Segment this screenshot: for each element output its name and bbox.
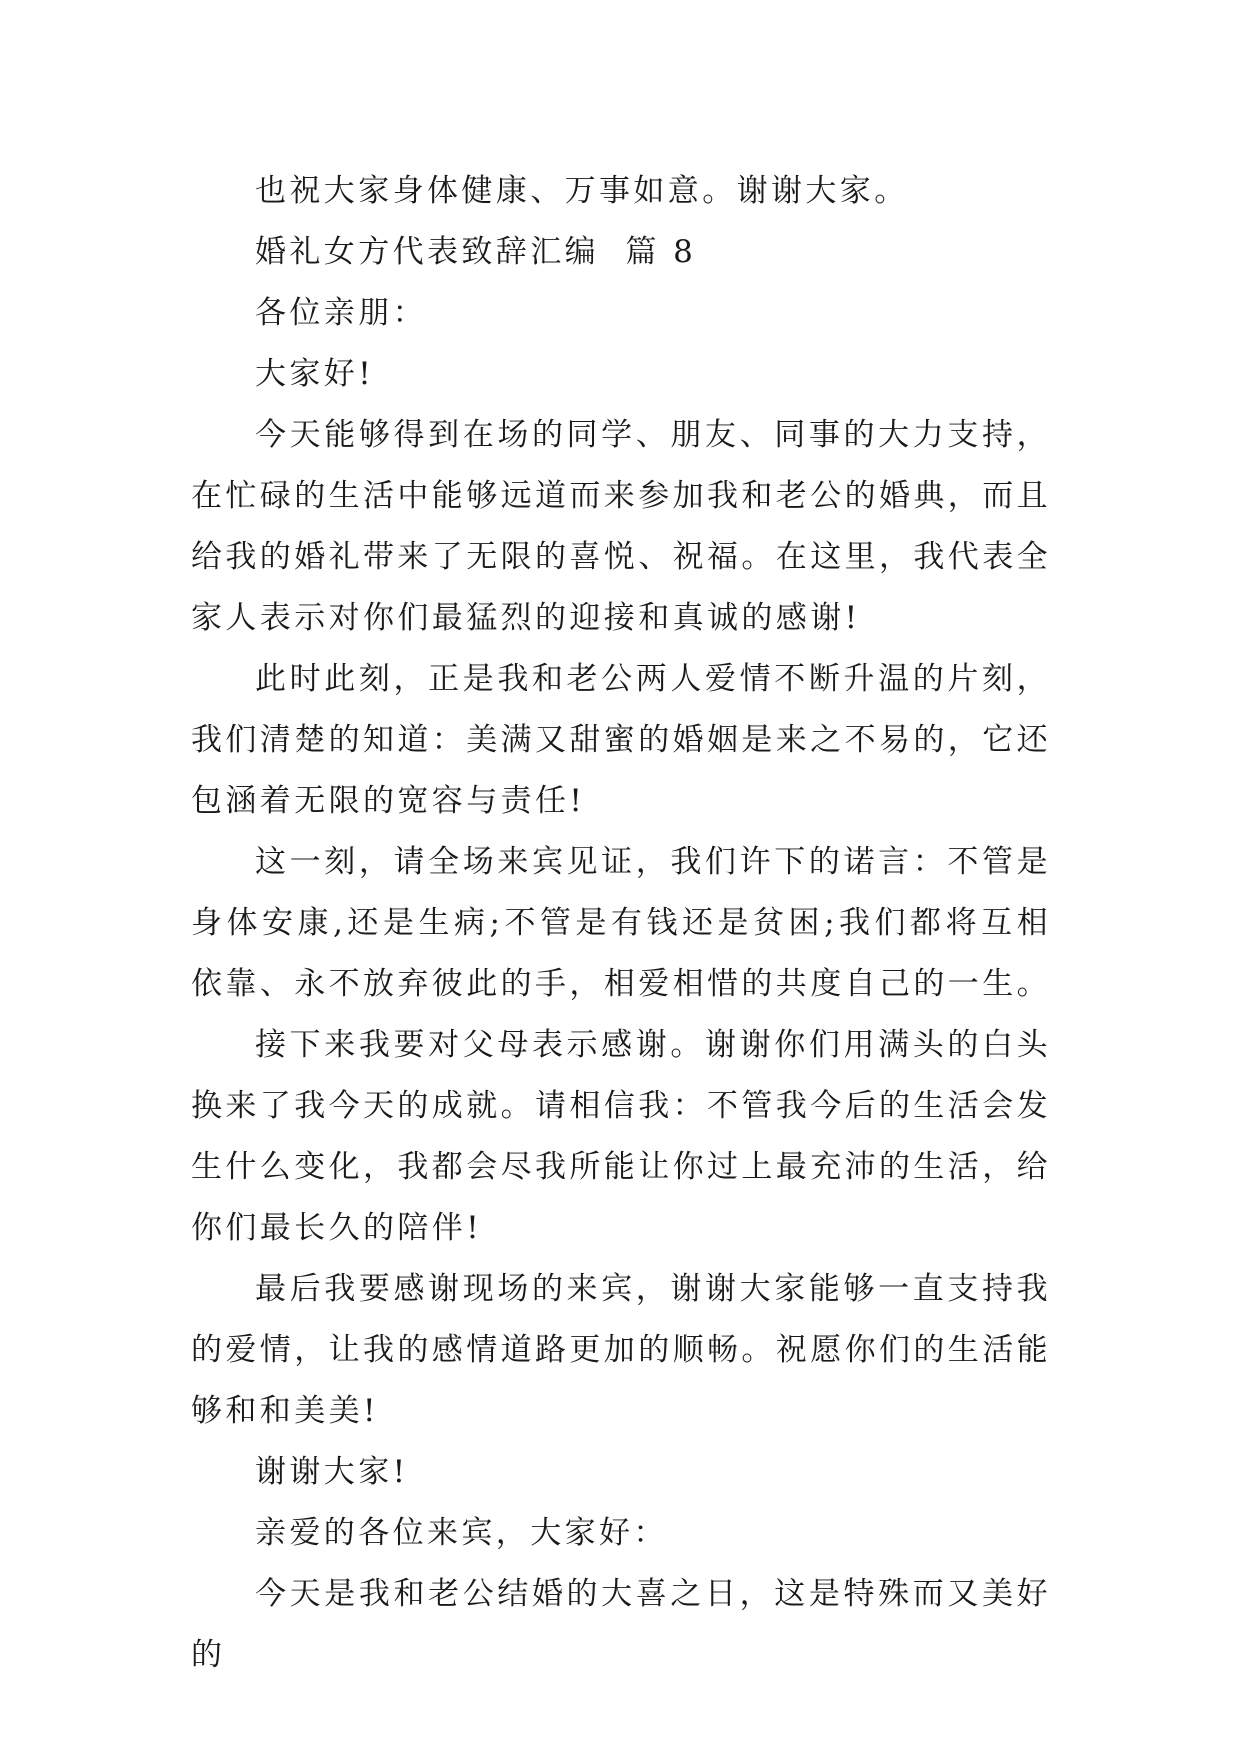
paragraph-closing-wishes: 也祝大家身体健康、万事如意。谢谢大家。 — [255, 173, 909, 209]
paragraph-thank-you: 谢谢大家! — [255, 1454, 409, 1490]
paragraph-final-thanks: 最后我要感谢现场的来宾，谢谢大家能够一直支持我的爱情，让我的感情道路更加的顺畅。祝愿你们的生活能够和和美美! — [191, 1271, 1051, 1429]
greeting: 大家好! — [255, 356, 375, 392]
paragraph-thanks-parents: 接下来我要对父母表示感谢。谢谢你们用满头的白头换来了我今天的成就。请相信我：不管我今后的生活会发生什么变化，我都会尽我所能让你过上最充沛的生活，给你们最长久的陪伴! — [191, 1027, 1051, 1246]
document-body — [191, 161, 1051, 1686]
salutation-second: 亲爱的各位来宾，大家好： — [255, 1515, 668, 1551]
section-heading: 婚礼女方代表致辞汇编 篇 8 — [255, 234, 697, 270]
paragraph-thanks-guests: 今天能够得到在场的同学、朋友、同事的大力支持，在忙碌的生活中能够远道而来参加我和老公的婚典，而且给我的婚礼带来了无限的喜悦、祝福。在这里，我代表全家人表示对你们最猛烈的迎接和真诚的感谢! — [191, 417, 1051, 636]
paragraph-this-moment: 此时此刻，正是我和老公两人爱情不断升温的片刻，我们清楚的知道：美满又甜蜜的婚姻是来之不易的，它还包涵着无限的宽容与责任! — [191, 661, 1051, 819]
salutation: 各位亲朋： — [255, 295, 427, 331]
paragraph-vows: 这一刻，请全场来宾见证，我们许下的诺言：不管是身体安康,还是生病;不管是有钱还是贫困;我们都将互相依靠、永不放弃彼此的手，相爱相惜的共度自己的一生。 — [191, 844, 1051, 1002]
paragraph-wedding-day: 今天是我和老公结婚的大喜之日，这是特殊而又美好的 — [191, 1576, 1051, 1673]
